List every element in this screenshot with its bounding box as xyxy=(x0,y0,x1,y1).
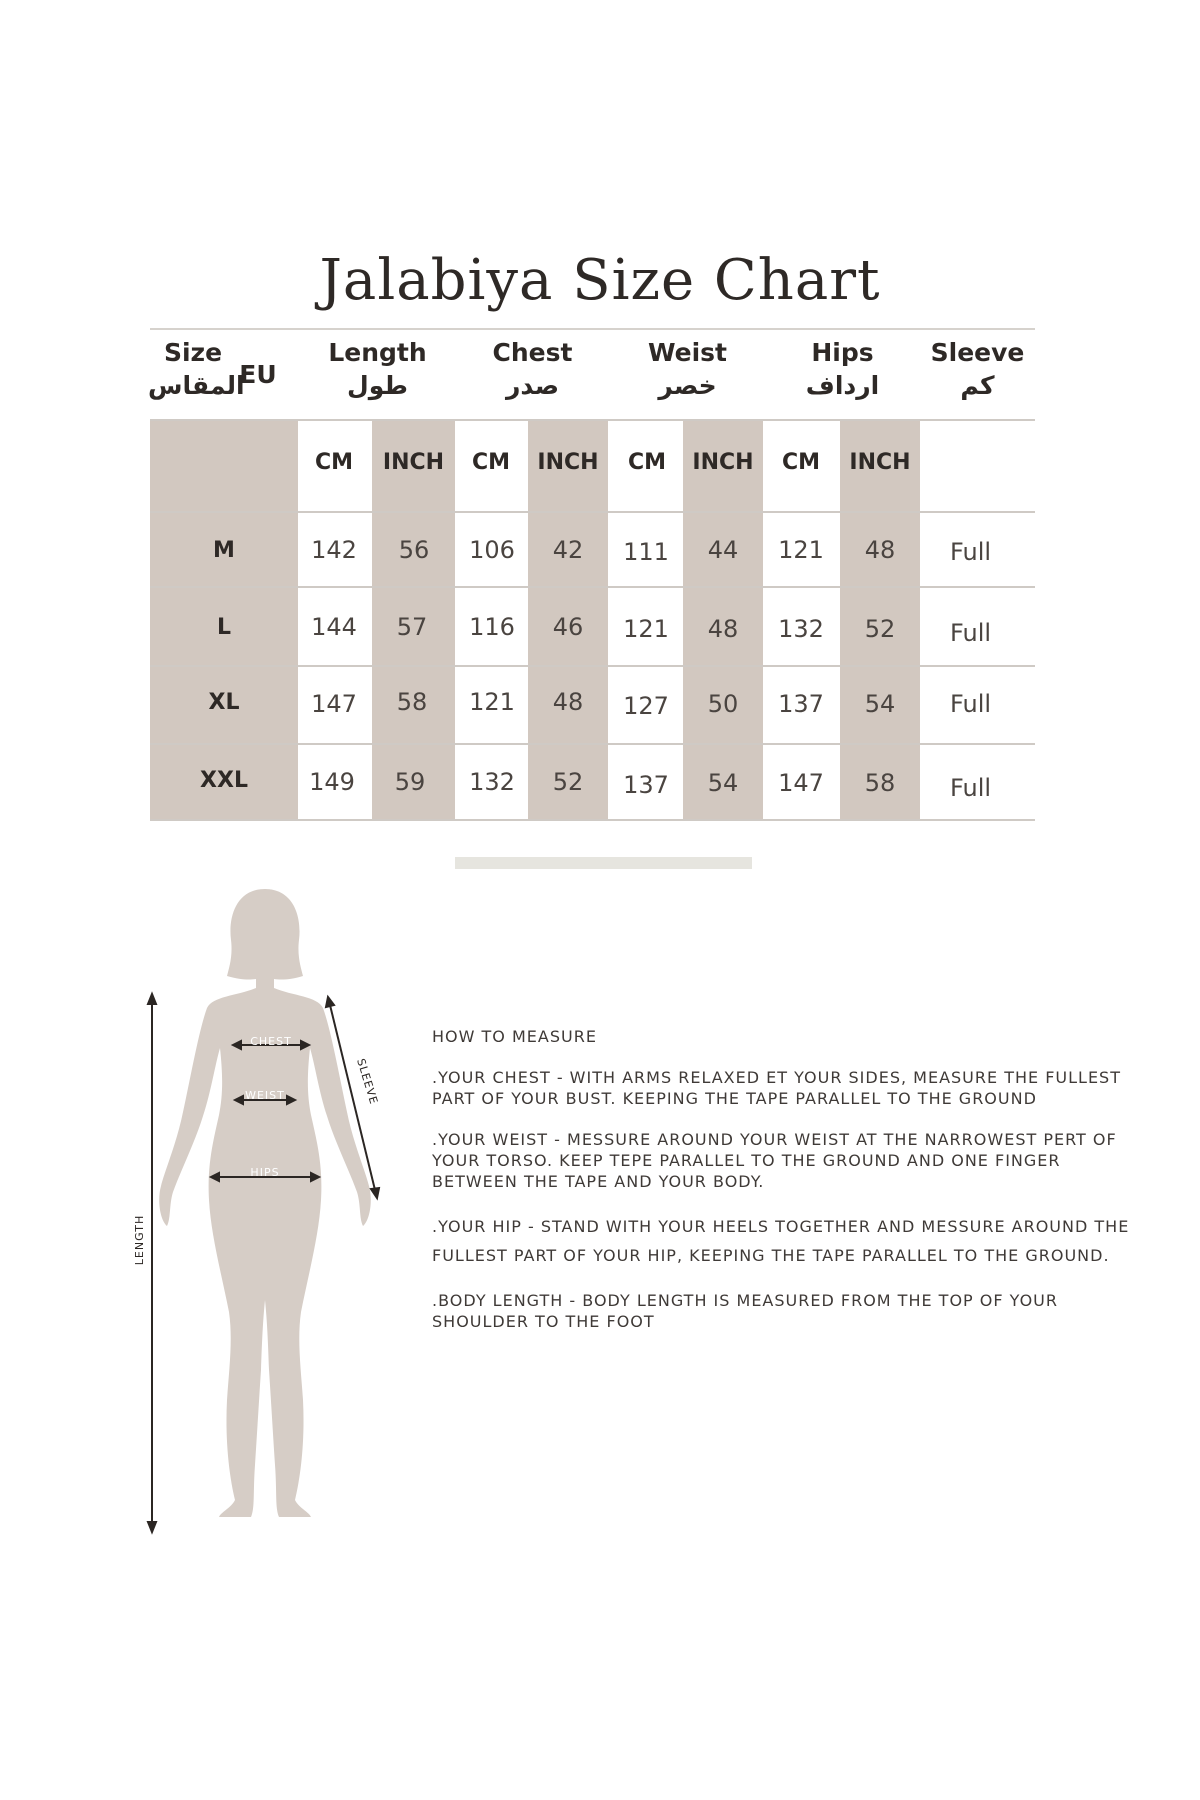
row-divider xyxy=(150,511,1035,513)
unit-hips-cm: CM xyxy=(781,450,821,475)
section-divider xyxy=(455,857,752,869)
table-cell: 58 xyxy=(396,688,428,716)
table-cell: 149 xyxy=(309,768,355,796)
size-label: M xyxy=(213,538,235,563)
header-length-ar: طول xyxy=(347,371,408,400)
unit-hips-inch: INCH xyxy=(849,450,911,475)
header-chest-ar: صدر xyxy=(506,371,559,400)
header-size-ar: المقاس xyxy=(148,371,245,400)
table-cell: 56 xyxy=(398,536,430,564)
body-figure-illustration xyxy=(125,880,395,1540)
header-hips-label: Hips xyxy=(811,338,874,367)
how-to-measure-heading: HOW TO MEASURE xyxy=(432,1027,597,1046)
table-cell: 106 xyxy=(469,536,515,564)
size-label: XL xyxy=(208,690,240,715)
header-eu: EU xyxy=(239,360,277,389)
table-cell: 57 xyxy=(396,613,428,641)
table-cell: 127 xyxy=(623,692,669,720)
unit-weist-cm: CM xyxy=(627,450,667,475)
table-cell: 52 xyxy=(552,768,584,796)
table-cell: 147 xyxy=(311,690,357,718)
header-chest-label: Chest xyxy=(492,338,573,367)
header-weist xyxy=(610,338,765,400)
how-to-measure-section xyxy=(432,1026,1132,1352)
table-cell: 147 xyxy=(778,769,824,797)
header-weist-ar: خصر xyxy=(658,371,717,400)
table-cell: 48 xyxy=(552,688,584,716)
sleeve-label: SLEEVE xyxy=(354,1057,381,1107)
row-divider xyxy=(150,743,1035,745)
row-divider xyxy=(150,586,1035,588)
hip-instructions: .YOUR HIP - STAND WITH YOUR HEELS TOGETHER AND MESSURE AROUND THE FULLEST PART OF YOUR HIP, KEEPING THE TAPE PARALLEL TO THE GROUND. xyxy=(432,1217,1130,1265)
table-cell: 46 xyxy=(552,613,584,641)
chest-instructions: .YOUR CHEST - WITH ARMS RELAXED ET YOUR SIDES, MEASURE THE FULLEST PART OF YOUR BUST. KEEPING THE TAPE PARALLEL TO THE GROUND xyxy=(432,1068,1121,1108)
table-cell: 137 xyxy=(623,771,669,799)
table-cell: 142 xyxy=(311,536,357,564)
table-cell: 54 xyxy=(864,690,896,718)
table-cell: 50 xyxy=(707,690,739,718)
table-cell: 121 xyxy=(623,615,669,643)
body-silhouette xyxy=(159,889,371,1517)
table-cell: 42 xyxy=(552,536,584,564)
table-cell: 52 xyxy=(864,615,896,643)
sleeve-cell: Full xyxy=(950,619,992,647)
table-cell: 121 xyxy=(469,688,515,716)
sleeve-cell: Full xyxy=(950,538,992,566)
row-divider xyxy=(150,819,1035,821)
unit-weist-inch: INCH xyxy=(692,450,754,475)
table-cell: 59 xyxy=(394,768,426,796)
size-label: XXL xyxy=(200,768,248,793)
weist-instructions: .YOUR WEIST - MESSURE AROUND YOUR WEIST AT THE NARROWEST PERT OF YOUR TORSO. KEEP TEPE PARALLEL TO THE GROUND AND ONE FINGER BETWEEN THE TAPE AND YOUR BODY. xyxy=(432,1130,1117,1191)
table-cell: 44 xyxy=(707,536,739,564)
sleeve-cell: Full xyxy=(950,774,992,802)
page-title: Jalabiya Size Chart xyxy=(319,248,881,313)
header-weist-label: Weist xyxy=(647,338,728,367)
length-label: LENGTH xyxy=(133,1214,146,1266)
header-sleeve xyxy=(920,338,1035,400)
header-sleeve-ar: كم xyxy=(960,371,995,400)
table-cell: 116 xyxy=(469,613,515,641)
sleeve-cell: Full xyxy=(950,690,992,718)
unit-chest-inch: INCH xyxy=(537,450,599,475)
header-size-label: Size xyxy=(163,338,223,367)
table-cell: 132 xyxy=(778,615,824,643)
table-cell: 144 xyxy=(311,613,357,641)
unit-length-cm: CM xyxy=(314,450,354,475)
header-size xyxy=(148,338,245,400)
header-sleeve-label: Sleeve xyxy=(930,338,1025,367)
header-hips xyxy=(765,338,920,400)
title-rule xyxy=(150,328,1035,330)
header-length-label: Length xyxy=(328,338,427,367)
unit-length-inch: INCH xyxy=(382,450,445,475)
table-cell: 48 xyxy=(864,536,896,564)
hips-label: HIPS xyxy=(250,1166,280,1179)
table-cell: 121 xyxy=(778,536,824,564)
unit-chest-cm: CM xyxy=(471,450,511,475)
header-hips-ar: ارداف xyxy=(805,371,880,400)
table-cell: 111 xyxy=(623,538,669,566)
header-chest xyxy=(455,338,610,400)
table-cell: 54 xyxy=(707,769,739,797)
row-divider xyxy=(150,665,1035,667)
table-cell: 48 xyxy=(707,615,739,643)
table-cell: 137 xyxy=(778,690,824,718)
length-instructions: .BODY LENGTH - BODY LENGTH IS MEASURED FROM THE TOP OF YOUR SHOULDER TO THE FOOT xyxy=(432,1291,1058,1331)
table-cell: 132 xyxy=(469,768,515,796)
size-label: L xyxy=(216,615,232,640)
weist-label: WEIST xyxy=(245,1089,285,1102)
chest-label: CHEST xyxy=(250,1035,292,1048)
table-cell: 58 xyxy=(864,769,896,797)
header-length xyxy=(300,338,455,400)
